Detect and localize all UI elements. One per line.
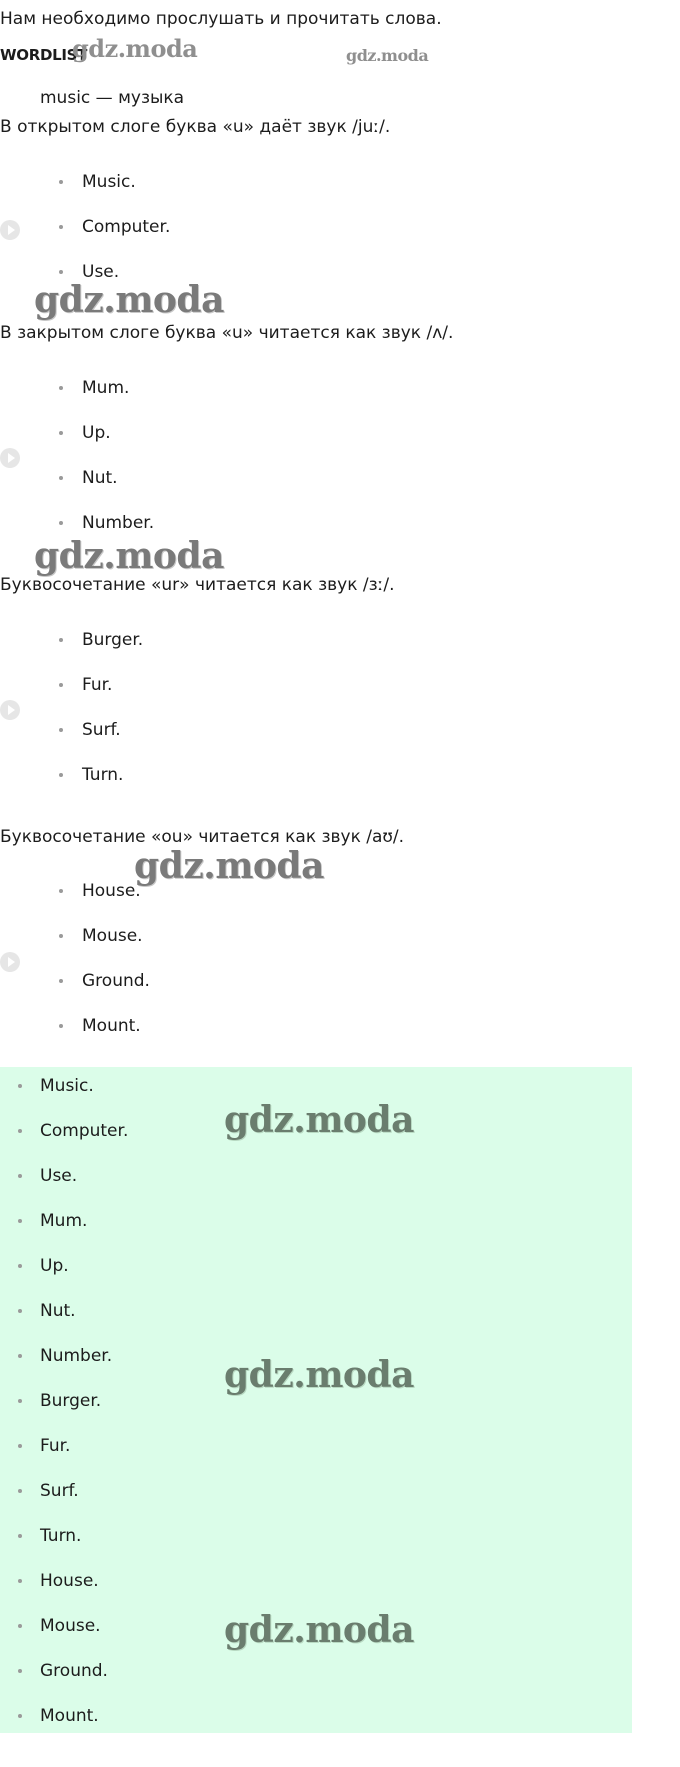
wordlist-label: WORDLIST [0,46,88,64]
bullet-icon [18,1444,22,1448]
bullet-icon [18,1714,22,1718]
bullet-icon [18,1129,22,1133]
answer-block: Music. Computer. Use. Mum. Up. Nut. Number. Burger. Fur. Surf. Turn. House. Mouse. Ground. Mount. gdz.moda gdz.moda gdz.moda [0,1067,632,1733]
section-heading: Буквосочетание «ou» читается как звук /aʊ/. [0,827,405,847]
bullet-icon [59,1024,63,1028]
bullet-icon [59,773,63,777]
bullet-icon [18,1669,22,1673]
bullet-icon [59,476,63,480]
bullet-icon [18,1264,22,1268]
bullet-icon [59,728,63,732]
bullet-icon [18,1534,22,1538]
bullet-icon [18,1489,22,1493]
bullet-icon [18,1354,22,1358]
bullet-icon [59,180,63,184]
bullet-icon [59,521,63,525]
watermark: gdz.moda [72,34,198,63]
bullet-icon [59,889,63,893]
play-audio-icon[interactable] [0,448,20,468]
play-audio-icon[interactable] [0,700,20,720]
bullet-icon [18,1309,22,1313]
bullet-icon [59,683,63,687]
bullet-icon [59,934,63,938]
bullet-icon [59,638,63,642]
section-heading: Буквосочетание «ur» читается как звук /ɜː/. [0,575,395,595]
watermark: gdz.moda [34,535,224,577]
bullet-icon [59,979,63,983]
watermark: gdz.moda [134,845,324,887]
section-heading: В закрытом слоге буква «u» читается как звук /ʌ/. [0,323,454,343]
bullet-icon [18,1084,22,1088]
watermark: gdz.moda [34,279,224,321]
bullet-icon [59,270,63,274]
cut-off-text: music — музыка [40,88,185,108]
play-audio-icon[interactable] [0,952,20,972]
intro-text: Нам необходимо прослушать и прочитать слова. [0,9,442,29]
bullet-icon [18,1219,22,1223]
bullet-icon [18,1399,22,1403]
watermark: gdz.moda [224,1609,414,1651]
bullet-icon [59,431,63,435]
watermark: gdz.moda [224,1354,414,1396]
bullet-icon [59,386,63,390]
bullet-icon [59,225,63,229]
play-audio-icon[interactable] [0,220,20,240]
bullet-icon [18,1579,22,1583]
watermark: gdz.moda [224,1099,414,1141]
bullet-icon [18,1624,22,1628]
bullet-icon [18,1174,22,1178]
section-heading: В открытом слоге буква «u» даёт звук /juː/. [0,117,391,137]
watermark: gdz.moda [346,46,429,65]
